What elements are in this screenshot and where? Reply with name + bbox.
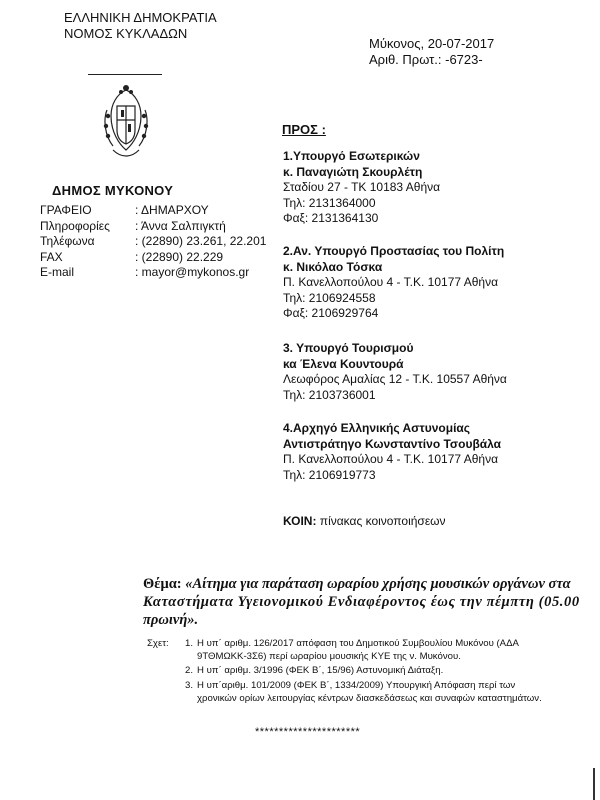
recipient-name: Αντιστράτηγο Κωνσταντίνο Τσουβάλα: [283, 436, 502, 451]
info-label: Πληροφορίες: [40, 218, 110, 233]
reference-2-line-1: Η υπ΄ αριθμ. 3/1996 (ΦΕΚ Β΄, 15/96) Αστυνομική Διάταξη.: [197, 665, 444, 676]
recipient-fax: Φαξ: 2131364130: [283, 211, 379, 225]
coat-of-arms-emblem: [93, 80, 159, 162]
reference-3-number: 3.: [185, 680, 194, 691]
recipient-address: Π. Κανελλοπούλου 4 - Τ.Κ. 10177 Αθήνα: [283, 275, 499, 289]
prefecture-heading: ΝΟΜΟΣ ΚΥΚΛΑΔΩΝ: [64, 26, 188, 41]
country-heading: ΕΛΛΗΝΙΚΗ ΔΗΜΟΚΡΑΤΙΑ: [64, 10, 217, 25]
protocol-number: Αριθ. Πρωτ.: -6723-: [369, 52, 483, 67]
email-value: : mayor@mykonos.gr: [135, 265, 250, 279]
office-value: : ΔΗΜΑΡΧΟΥ: [135, 203, 209, 217]
recipient-name: κ. Παναγιώτη Σκουρλέτη: [283, 164, 423, 179]
koin-label: ΚΟΙΝ:: [283, 514, 317, 528]
reference-1-number: 1.: [185, 638, 194, 649]
recipient-title: 3. Υπουργό Τουρισμού: [283, 341, 414, 355]
recipient-address: Π. Κανελλοπούλου 4 - Τ.Κ. 10177 Αθήνα: [283, 452, 499, 466]
scan-edge-mark: [593, 768, 595, 800]
reference-2-number: 2.: [185, 665, 194, 676]
subject-line-1: «Αίτημα για παράταση ωραρίου χρήσης μουσικών οργάνων στα: [185, 576, 571, 592]
phone-label: Τηλέφωνα: [40, 234, 95, 248]
recipient-tel: Τηλ: 2103736001: [283, 387, 376, 402]
subject-block: [143, 575, 580, 629]
header-divider: [88, 74, 162, 75]
recipient-title: 1.Υπουργό Εσωτερικών: [283, 149, 420, 163]
recipient-title: 4.Αρχηγό Ελληνικής Αστυνομίας: [283, 421, 471, 435]
office-label: ΓΡΑΦΕΙΟ: [40, 203, 92, 217]
recipients-heading: ΠΡΟΣ :: [282, 122, 326, 137]
recipient-address: Λεωφόρος Αμαλίας 12 - Τ.Κ. 10557 Αθήνα: [283, 372, 507, 386]
recipient-address: Σταδίου 27 - ΤΚ 10183 Αθήνα: [283, 180, 441, 194]
recipient-name: κα Έλενα Κουντουρά: [283, 356, 404, 371]
koin-value: πίνακας κοινοποιήσεων: [319, 514, 446, 528]
references-label: Σχετ:: [147, 638, 169, 649]
recipient-2: [283, 244, 504, 322]
subject-line-3: πρωινή».: [143, 612, 199, 628]
recipient-tel: Τηλ: 2106924558: [283, 290, 376, 305]
fax-label: FAX: [40, 249, 63, 264]
recipient-fax: Φαξ: 2106929764: [283, 306, 379, 320]
recipient-title: 2.Αν. Υπουργό Προστασίας του Πολίτη: [283, 244, 505, 258]
recipient-tel: Τηλ: 2106919773: [283, 467, 376, 482]
subject-label: Θέμα:: [143, 576, 182, 592]
municipality-name: ΔΗΜΟΣ ΜΥΚΟΝΟΥ: [52, 183, 174, 198]
asterisk-separator: **********************: [255, 726, 361, 738]
recipient-1: [283, 149, 440, 227]
reference-3-line-1: Η υπ΄αριθμ. 101/2009 (ΦΕΚ Β΄, 1334/2009) Υπουργική Απόφαση περί των: [197, 680, 516, 691]
reference-1-line-2: 9ΤΘΜΩΚΚ-3Σ6) περί ωραρίου μουσικής ΚΥΕ της ν. Μυκόνου.: [197, 651, 461, 662]
document-date: Μύκονος, 20-07-2017: [369, 36, 495, 51]
recipient-tel: Τηλ: 2131364000: [283, 195, 376, 210]
info-value: : Άννα Σαλπιγκτή: [135, 218, 226, 233]
phone-value: : (22890) 23.261, 22.201: [135, 234, 267, 248]
subject-line-2: Καταστήματα Υγειονομικού Ενδιαφέροντος έως την πέμπτη (05.00: [143, 594, 580, 610]
recipient-name: κ. Νικόλαο Τόσκα: [283, 259, 383, 274]
recipient-3: [283, 341, 507, 403]
recipient-4: [283, 421, 501, 483]
fax-value: : (22890) 22.229: [135, 249, 224, 264]
email-label: E-mail: [40, 265, 75, 279]
reference-1-line-1: Η υπ΄ αριθμ. 126/2017 απόφαση του Δημοτικού Συμβουλίου Μυκόνου (ΑΔΑ: [197, 638, 519, 649]
koin-line: [283, 514, 446, 529]
reference-3-line-2: χρονικών ορίων λειτουργίας κέντρων διασκεδάσεως και συναφών καταστημάτων.: [197, 693, 542, 704]
